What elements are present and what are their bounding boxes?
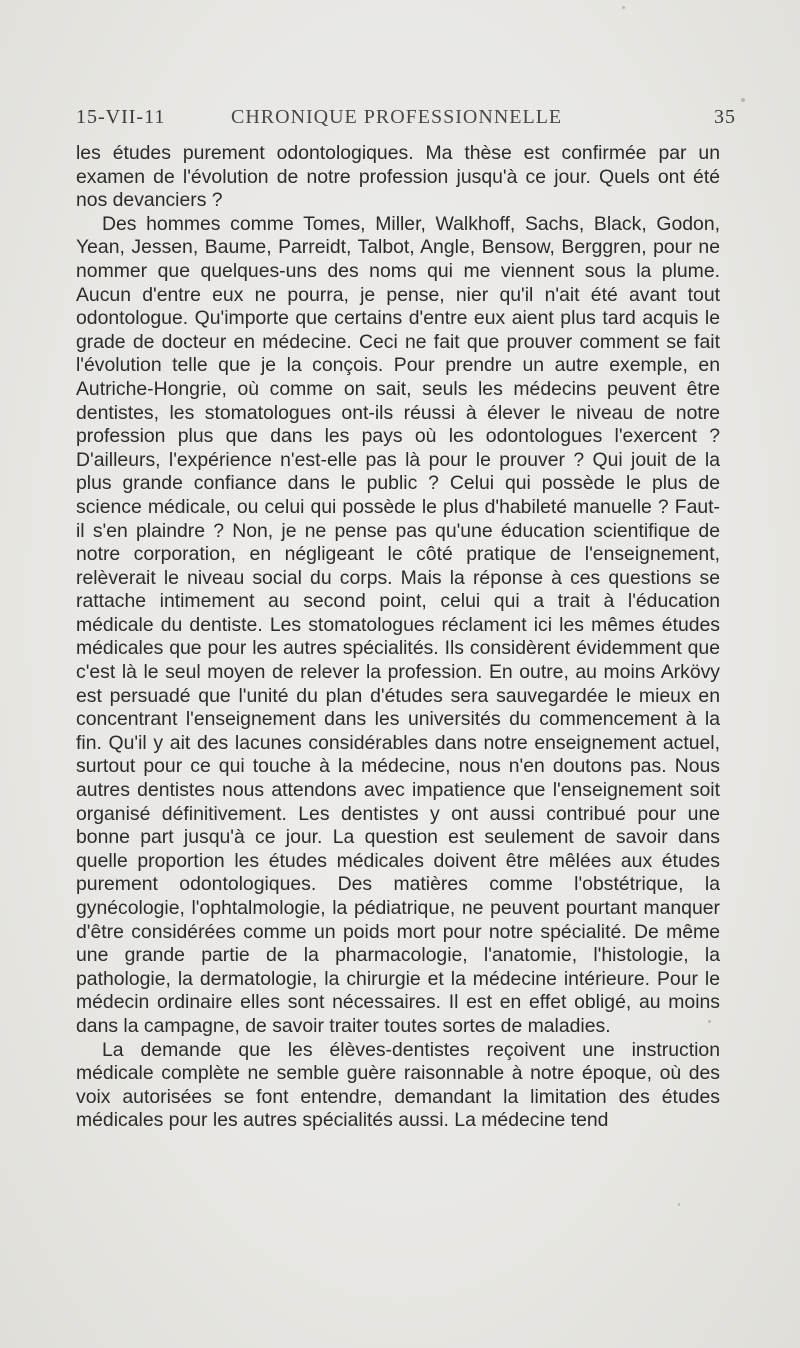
running-header [76, 106, 736, 136]
paragraph-2: Des hommes comme Tomes, Miller, Walkhoff, Sachs, Black, Godon, Yean, Jessen, Baume, Parreidt, Talbot, Angle, Bensow, Berggren, pour ne nommer que quelques-uns des noms qui me viennent sous la plume. Aucun d'entre eux ne pourra, je pense, nier qu'il n'ait été avant tout odontologue. Qu'importe que certains d'entre eux aient plus tard acquis le grade de docteur en médecine. Ceci ne fait que prouver comment se fait l'évolution telle que je la conçois. Pour prendre un autre exemple, en Autriche-Hongrie, où comme on sait, seuls les médecins peuvent être dentistes, les stomatologues ont-ils réussi à élever le niveau de notre profession plus que dans les pays où les odontologues l'exercent ? D'ailleurs, l'expérience n'est-elle pas là pour le prouver ? Qui jouit de la plus grande confiance dans le public ? Celui qui possède le plus de science médicale, ou celui qui possède le plus d'habileté manuelle ? Faut-il s'en plaindre ? Non, je ne pense pas qu'une éducation scientifique de notre corporation, en négligeant le côté pratique de l'enseignement, relèverait le niveau social du corps. Mais la réponse à ces questions se rattache intimement au second point, celui qui a trait à l'éducation médicale du dentiste. Les stomatologues réclament ici les mêmes études médicales que pour les autres spécialités. Ils considèrent évidemment que c'est là le seul moyen de relever la profession. En outre, au moins Arkövy est persuadé que l'unité du plan d'études sera sauvegardée le mieux en concentrant l'enseignement dans les universités du commencement à la fin. Qu'il y ait des lacunes considérables dans notre enseignement actuel, surtout pour ce qui touche à la médecine, nous n'en doutons pas. Nous autres dentistes nous attendons avec impatience que l'enseignement soit organisé définitivement. Les dentistes y ont aussi contribué pour une bonne part jusqu'à ce jour. La question est seulement de savoir dans quelle proportion les études médicales doivent être mêlées aux études purement odontologiques. Des matières comme l'obstétrique, la gynécologie, l'ophtalmologie, la pédiatrique, ne peuvent pourtant manquer d'être considérées comme un poids mort pour notre spécialité. De même une grande partie de la pharmacologie, l'anatomie, l'histologie, la pathologie, la dermatologie, la chirurgie et la médecine intérieure. Pour le médecin ordinaire elles sont nécessaires. Il est en effet obligé, au moins dans la campagne, de savoir traiter toutes sortes de maladies. [76, 212, 720, 1037]
paper-speck [678, 1203, 680, 1206]
paper-speck [741, 98, 745, 102]
body-text [76, 142, 720, 1133]
running-title: CHRONIQUE PROFESSIONNELLE [231, 106, 563, 128]
issue-date: 15-VII-11 [76, 106, 166, 128]
paragraph-3: La demande que les élèves-dentistes reçoivent une instruction médicale complète ne semble guère raisonnable à notre époque, où des voix autorisées se font entendre, demandant la limitation des études médicales pour les autres spécialités aussi. La médecine tend [76, 1038, 720, 1132]
paper-speck [622, 6, 625, 9]
paragraph-1: les études purement odontologiques. Ma thèse est confirmée par un examen de l'évolution de notre profession jusqu'à ce jour. Quels ont été nos devanciers ? [76, 142, 720, 212]
page-number: 35 [714, 106, 736, 128]
paper-speck [708, 1020, 711, 1023]
